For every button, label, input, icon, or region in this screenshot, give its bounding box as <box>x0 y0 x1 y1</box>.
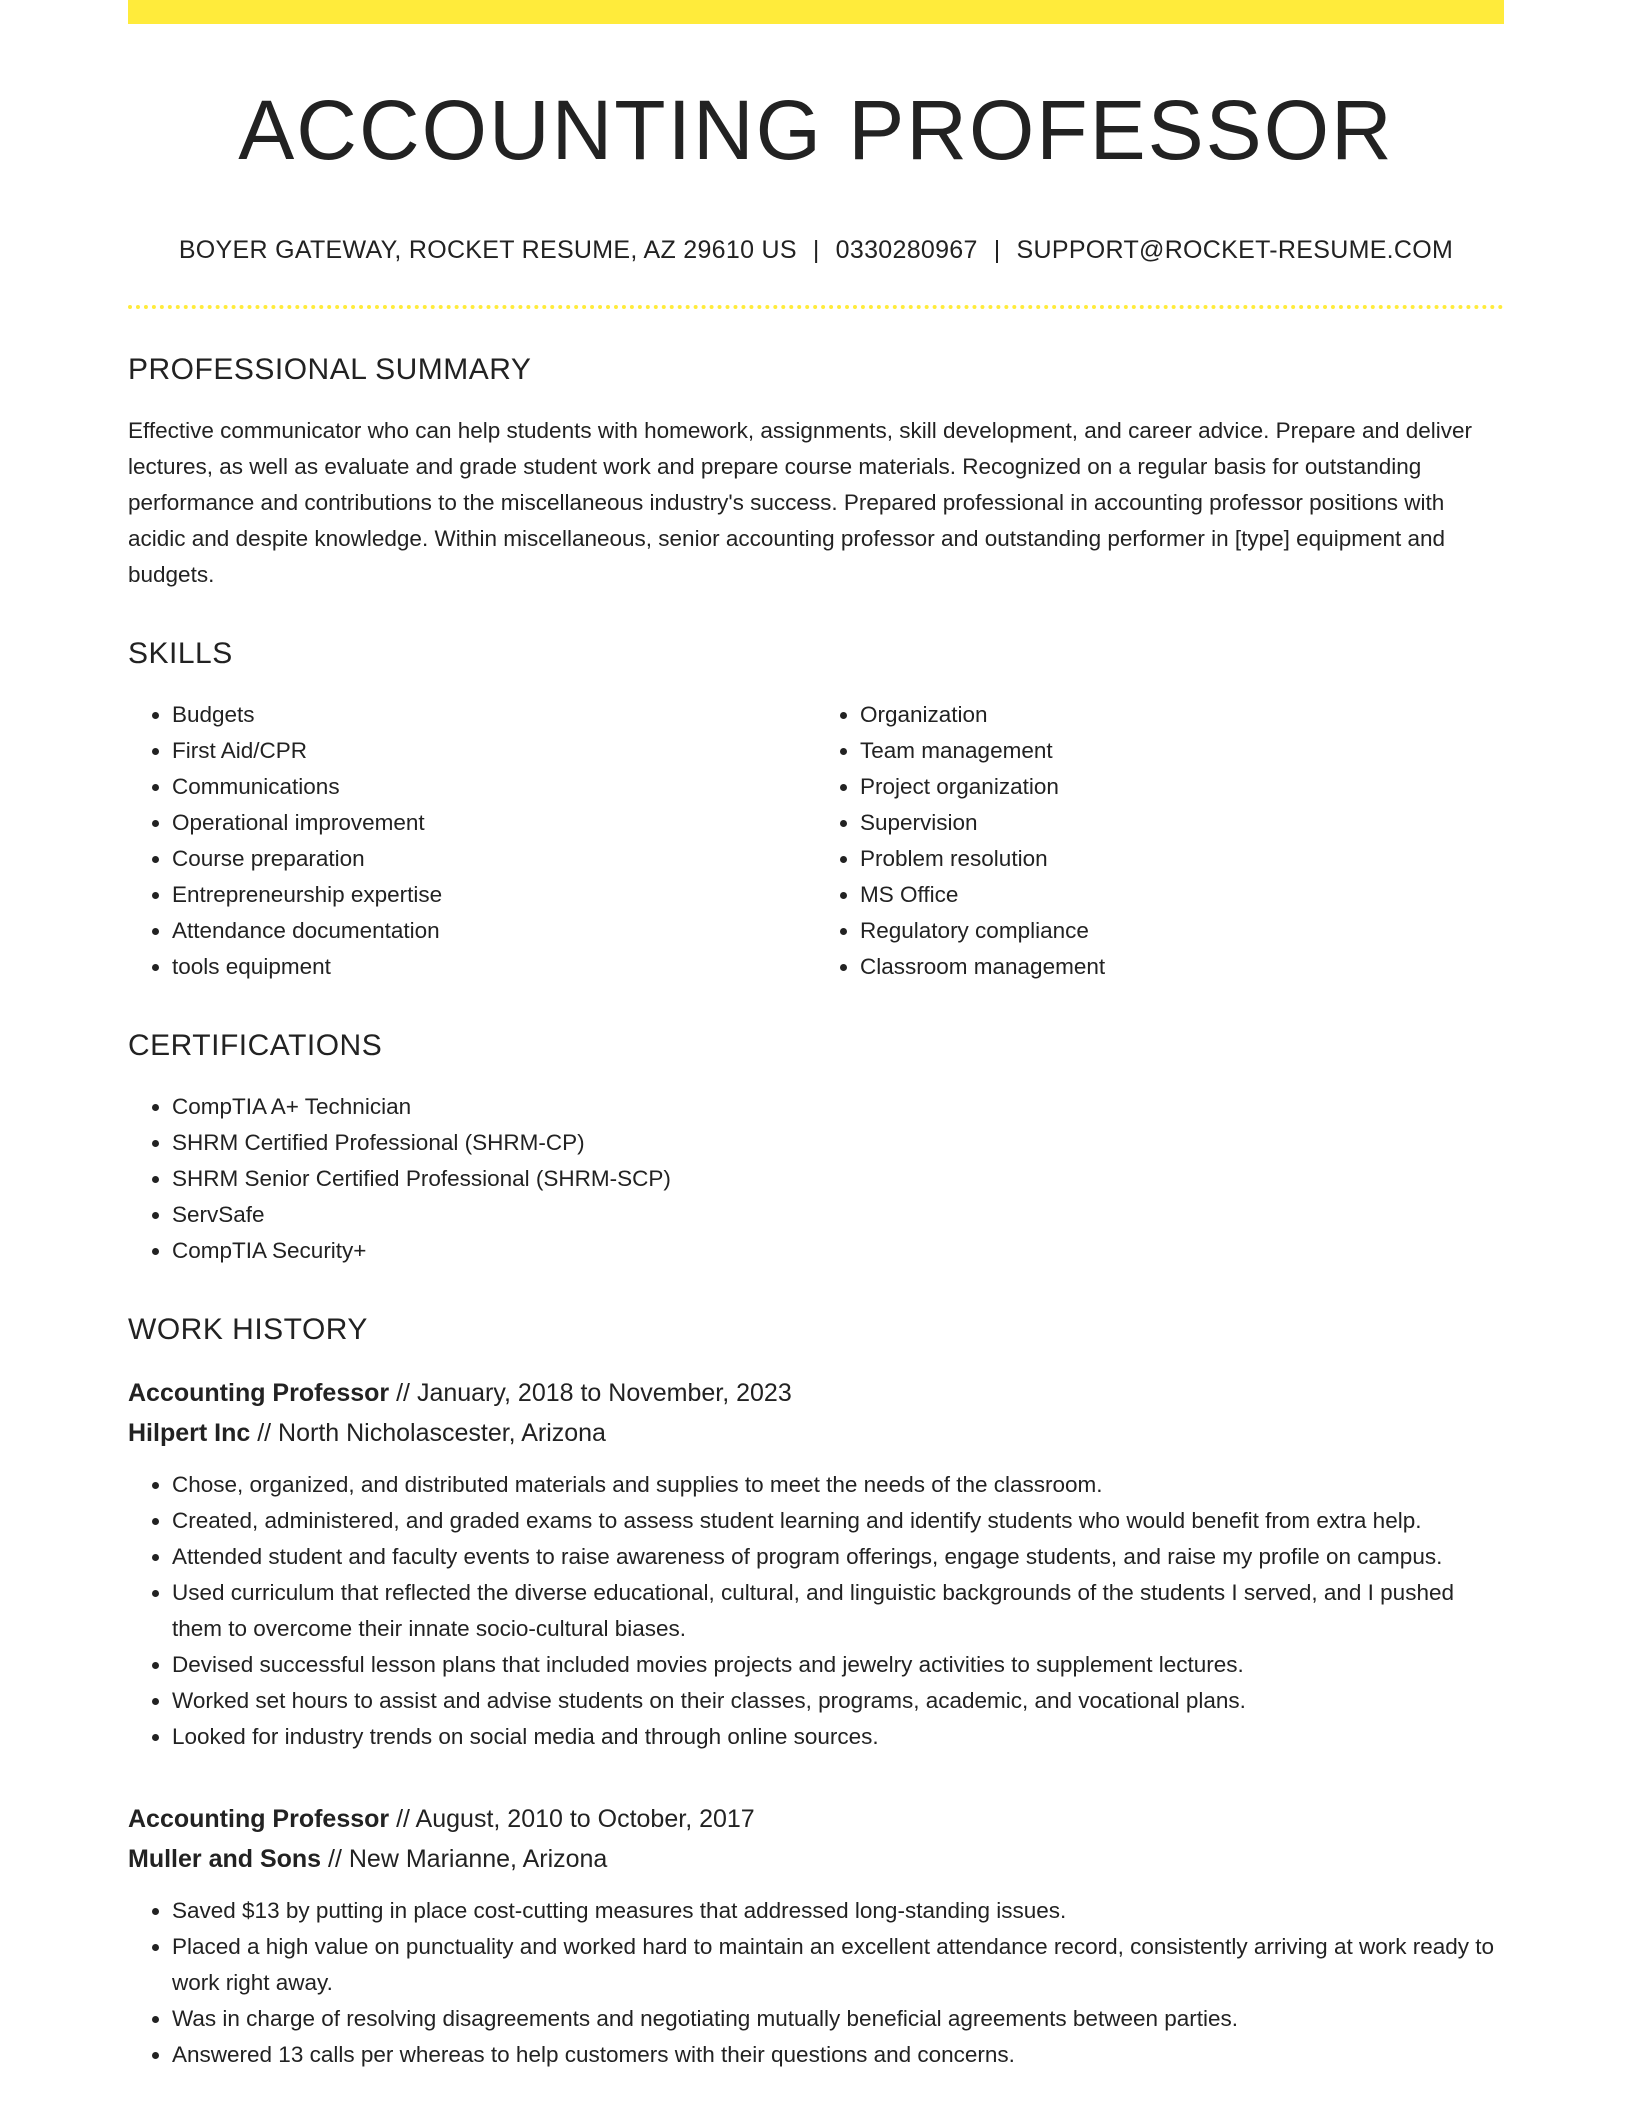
job-entry <box>128 1799 1504 2073</box>
skill-item: • Communications <box>172 769 816 805</box>
contact-separator: | <box>993 236 1001 265</box>
work-history-section <box>128 1313 1504 2073</box>
skill-item: • Attendance documentation <box>172 913 816 949</box>
resume-name: ACCOUNTING PROFESSOR <box>238 83 1394 177</box>
certifications-section <box>128 1029 1504 1269</box>
job-title: Accounting Professor <box>128 1805 390 1834</box>
skill-item: • Team management <box>860 733 1504 769</box>
job-bullet: • Looked for industry trends on social media and through online sources. <box>172 1719 1504 1755</box>
certification-item: • CompTIA Security+ <box>172 1233 1504 1269</box>
contact-line <box>128 236 1504 265</box>
job-bullet: • Saved $13 by putting in place cost-cutting measures that addressed long-standing issues. <box>172 1893 1504 1929</box>
skill-item: • Project organization <box>860 769 1504 805</box>
job-bullet: • Created, administered, and graded exams to assess student learning and identify students who would benefit from extra help. <box>172 1503 1504 1539</box>
job-bullet: • Devised successful lesson plans that included movies projects and jewelry activities to supplement lectures. <box>172 1647 1504 1683</box>
contact-separator: | <box>812 236 820 265</box>
skill-item: • First Aid/CPR <box>172 733 816 769</box>
skill-item: • Course preparation <box>172 841 816 877</box>
certification-item: • CompTIA A+ Technician <box>172 1089 1504 1125</box>
skill-item: • Budgets <box>172 697 816 733</box>
certification-item: • SHRM Certified Professional (SHRM-CP) <box>172 1125 1504 1161</box>
job-title-line <box>128 1373 1504 1413</box>
contact-email: SUPPORT@ROCKET-RESUME.COM <box>1016 236 1454 265</box>
section-heading: PROFESSIONAL SUMMARY <box>128 353 532 387</box>
job-bullet: • Placed a high value on punctuality and worked hard to maintain an excellent attendance record, consistently arriving at work ready to work right away. <box>172 1929 1504 2001</box>
resume-page <box>128 0 1504 2073</box>
summary-text: Effective communicator who can help students with homework, assignments, skill development, and career advice. Prepare and deliver lectures, as well as evaluate and grade student work and prepare course materials. Recognized on a regular basis for outstanding performance and contributions to the miscellaneous industry's success. Prepared professional in accounting professor positions with acidic and despite knowledge. Within miscellaneous, senior accounting professor and outstanding performer in [type] equipment and budgets. <box>128 418 1473 588</box>
contact-phone: 0330280967 <box>835 236 978 265</box>
skills-list-left <box>128 697 816 985</box>
job-dates: // August, 2010 to October, 2017 <box>389 1805 755 1834</box>
job-location: // New Marianne, Arizona <box>321 1845 608 1874</box>
accent-bar <box>128 0 1504 24</box>
skills-columns <box>128 697 1504 985</box>
skill-item: • MS Office <box>860 877 1504 913</box>
certifications-list <box>128 1089 1504 1269</box>
skill-item: • Regulatory compliance <box>860 913 1504 949</box>
skill-item: • Supervision <box>860 805 1504 841</box>
job-bullets <box>128 1467 1504 1755</box>
job-location: // North Nicholascester, Arizona <box>250 1419 606 1448</box>
job-company-line <box>128 1839 1504 1879</box>
section-heading: CERTIFICATIONS <box>128 1029 383 1063</box>
job-entry <box>128 1373 1504 1755</box>
job-dates: // January, 2018 to November, 2023 <box>389 1379 792 1408</box>
skill-item: • Classroom management <box>860 949 1504 985</box>
job-bullet: • Was in charge of resolving disagreements and negotiating mutually beneficial agreements between parties. <box>172 2001 1504 2037</box>
skills-section <box>128 637 1504 985</box>
skill-item: • Organization <box>860 697 1504 733</box>
job-company: Muller and Sons <box>128 1845 322 1874</box>
skill-item: • Problem resolution <box>860 841 1504 877</box>
contact-address: BOYER GATEWAY, ROCKET RESUME, AZ 29610 US <box>178 236 797 265</box>
job-title: Accounting Professor <box>128 1379 390 1408</box>
certification-item: • ServSafe <box>172 1197 1504 1233</box>
job-bullets <box>128 1893 1504 2073</box>
skills-list-right <box>816 697 1504 985</box>
job-bullet: • Answered 13 calls per whereas to help customers with their questions and concerns. <box>172 2037 1504 2073</box>
summary-section <box>128 353 1504 593</box>
skill-item: • tools equipment <box>172 949 816 985</box>
certification-item: • SHRM Senior Certified Professional (SHRM-SCP) <box>172 1161 1504 1197</box>
skill-item: • Operational improvement <box>172 805 816 841</box>
skill-item: • Entrepreneurship expertise <box>172 877 816 913</box>
job-bullet: • Worked set hours to assist and advise students on their classes, programs, academic, and vocational plans. <box>172 1683 1504 1719</box>
job-title-line <box>128 1799 1504 1839</box>
job-company: Hilpert Inc <box>128 1419 251 1448</box>
job-bullet: • Chose, organized, and distributed materials and supplies to meet the needs of the classroom. <box>172 1467 1504 1503</box>
job-bullet: • Used curriculum that reflected the diverse educational, cultural, and linguistic backgrounds of the students I served, and I pushed them to overcome their innate socio-cultural biases. <box>172 1575 1504 1647</box>
section-heading: WORK HISTORY <box>128 1313 368 1347</box>
job-bullet: • Attended student and faculty events to raise awareness of program offerings, engage students, and raise my profile on campus. <box>172 1539 1504 1575</box>
job-company-line <box>128 1413 1504 1453</box>
section-heading: SKILLS <box>128 637 233 671</box>
dotted-divider <box>128 305 1504 309</box>
